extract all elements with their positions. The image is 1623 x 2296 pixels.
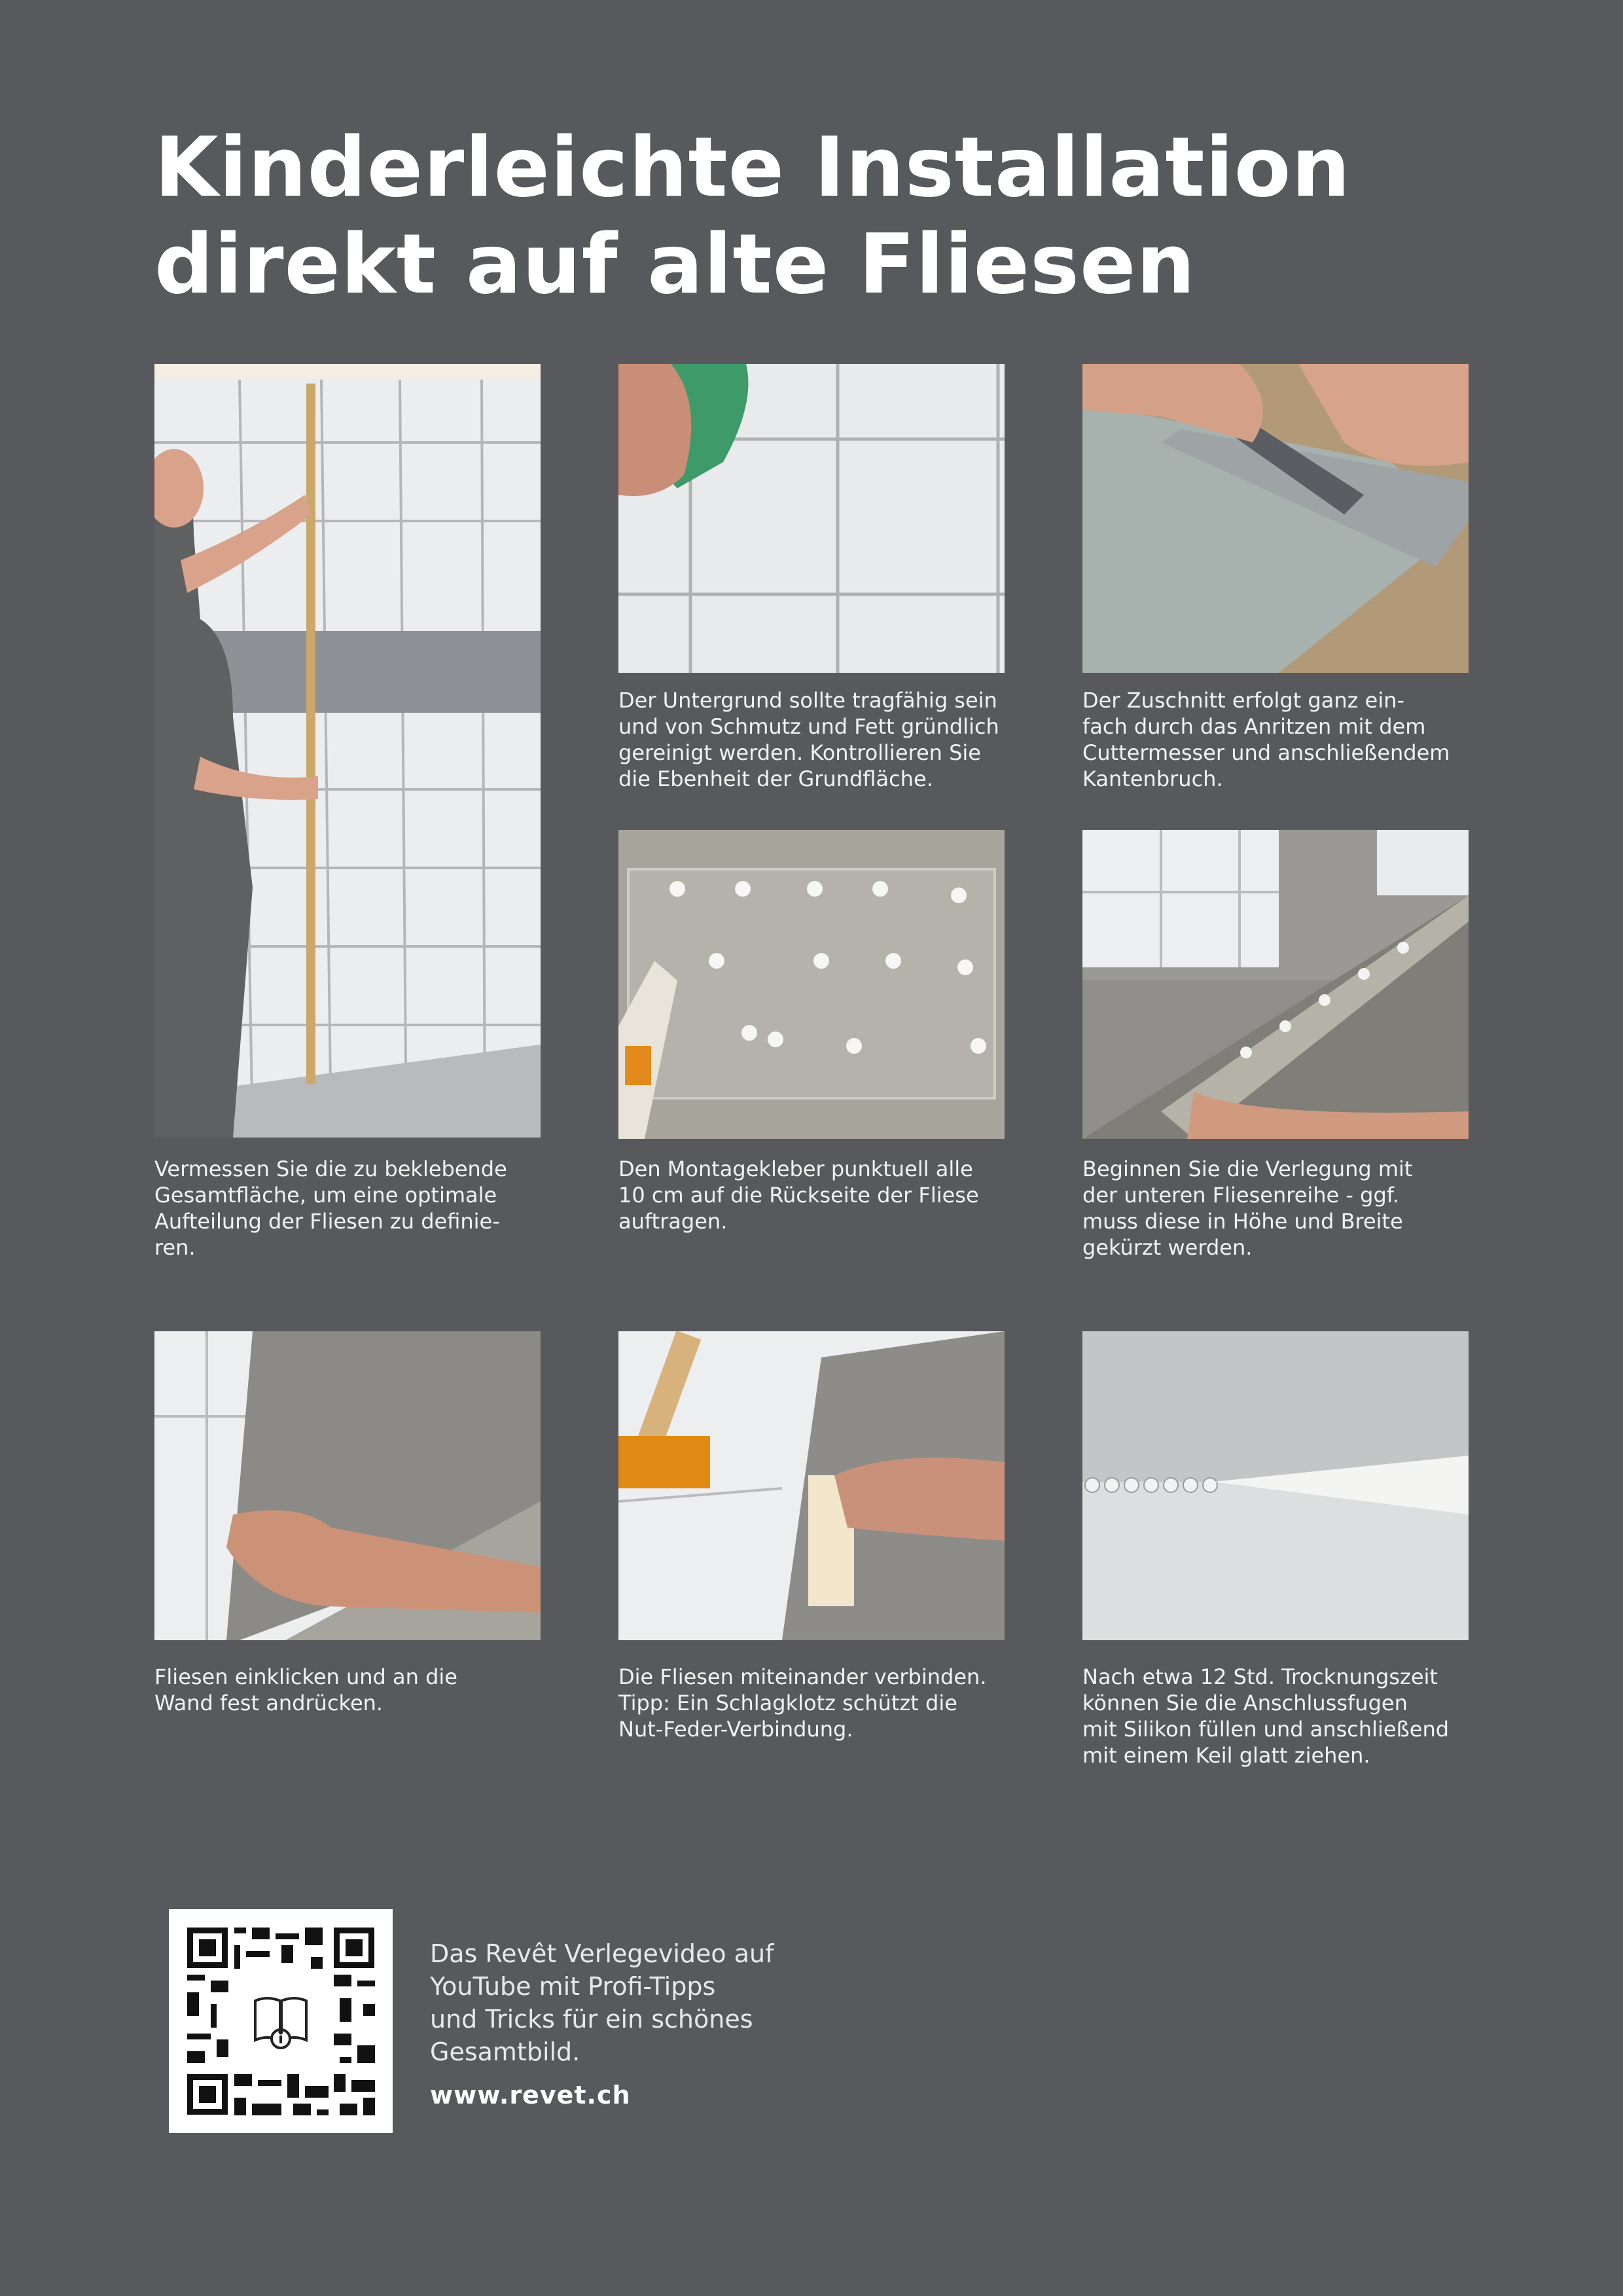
placing-bottom-row-photo: [1082, 830, 1469, 1139]
caption-line: gekürzt werden.: [1082, 1235, 1253, 1260]
measuring-wall-photo: [154, 364, 541, 1138]
step-caption-cut: [1082, 687, 1475, 792]
caption-line: fach durch das Anritzen mit dem: [1082, 714, 1426, 739]
video-text-line: Das Revêt Verlegevideo auf: [430, 1939, 774, 1968]
video-text-line: YouTube mit Profi-Tipps: [430, 1972, 716, 2001]
title-line-1: Kinderleichte Installation: [154, 119, 1351, 215]
caption-line: mit einem Keil glatt ziehen.: [1082, 1743, 1370, 1768]
caption-line: die Ebenheit der Grundfläche.: [618, 766, 933, 791]
step-caption-clean: [618, 687, 1011, 792]
cutting-panel-photo: [1082, 364, 1469, 673]
caption-line: Beginnen Sie die Verlegung mit: [1082, 1157, 1413, 1181]
caption-line: ren.: [154, 1235, 196, 1260]
step-caption-silicone: [1082, 1664, 1475, 1768]
caption-line: Vermessen Sie die zu beklebende: [154, 1157, 507, 1181]
website-link[interactable]: www.revet.ch: [430, 2081, 631, 2109]
step-caption-adhesive: [618, 1156, 1011, 1234]
caption-line: Wand fest andrücken.: [154, 1691, 383, 1715]
caption-line: Fliesen einklicken und an die: [154, 1664, 457, 1689]
youtube-qr-code[interactable]: [169, 1909, 393, 2133]
caption-line: Gesamtfläche, um eine optimale: [154, 1183, 497, 1208]
caption-line: Nach etwa 12 Std. Trocknungszeit: [1082, 1664, 1438, 1689]
hammer-block-photo: [618, 1331, 1005, 1640]
caption-line: können Sie die Anschlussfugen: [1082, 1691, 1408, 1715]
step-caption-press: [154, 1664, 547, 1716]
caption-line: Den Montagekleber punktuell alle: [618, 1157, 973, 1181]
caption-line: Nut-Feder-Verbindung.: [618, 1717, 853, 1742]
step-caption-connect: [618, 1664, 1011, 1742]
caption-line: Kantenbruch.: [1082, 766, 1223, 791]
cleaning-tiles-photo: [618, 364, 1005, 673]
caption-line: mit Silikon füllen und anschließend: [1082, 1717, 1450, 1742]
caption-line: Der Zuschnitt erfolgt ganz ein-: [1082, 688, 1405, 713]
video-text-line: und Tricks für ein schönes: [430, 2005, 753, 2034]
silicone-joint-photo: [1082, 1331, 1469, 1640]
caption-line: auftragen.: [618, 1209, 728, 1234]
caption-line: Tipp: Ein Schlagklotz schützt die: [618, 1691, 957, 1715]
caption-line: Der Untergrund sollte tragfähig sein: [618, 688, 997, 713]
applying-adhesive-photo: [618, 830, 1005, 1139]
caption-line: und von Schmutz und Fett gründlich: [618, 714, 999, 739]
caption-line: gereinigt werden. Kontrollieren Sie: [618, 740, 981, 765]
caption-line: Aufteilung der Fliesen zu definie-: [154, 1209, 500, 1234]
caption-line: 10 cm auf die Rückseite der Fliese: [618, 1183, 979, 1208]
step-caption-bottom-row: [1082, 1156, 1475, 1261]
caption-line: der unteren Fliesenreihe - ggf.: [1082, 1183, 1399, 1208]
caption-line: muss diese in Höhe und Breite: [1082, 1209, 1403, 1234]
step-caption-measure: [154, 1156, 541, 1261]
pressing-tile-photo: [154, 1331, 541, 1640]
caption-line: Cuttermesser und anschließendem: [1082, 740, 1450, 765]
page-title: [154, 119, 1463, 313]
caption-line: Die Fliesen miteinander verbinden.: [618, 1664, 987, 1689]
video-description: [430, 1937, 774, 2068]
video-text-line: Gesamtbild.: [430, 2037, 580, 2066]
title-line-2: direkt auf alte Fliesen: [154, 216, 1196, 312]
